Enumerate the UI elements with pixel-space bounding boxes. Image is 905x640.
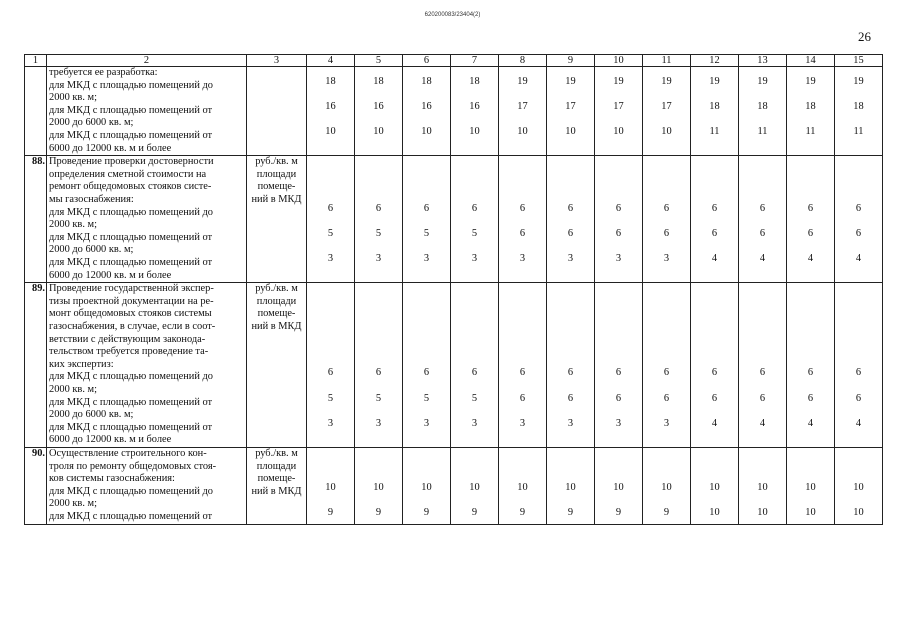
unit-line: руб./кв. м (255, 283, 298, 295)
tariff-value: 10 (661, 481, 672, 493)
item-description (47, 447, 247, 524)
value-cell (691, 283, 739, 448)
value-cell (403, 67, 451, 156)
tariff-value: 6 (663, 227, 670, 239)
value-cell (835, 447, 883, 524)
header-cell: 3 (247, 55, 307, 67)
tariff-value: 10 (517, 126, 528, 137)
value-cell (403, 447, 451, 524)
tariff-value: 10 (805, 506, 816, 518)
tariff-value: 6 (471, 202, 478, 214)
tariff-value: 4 (855, 417, 862, 429)
tariff-value: 9 (471, 506, 478, 518)
description-line: Осуществление строительного кон- (49, 447, 207, 459)
value-cell (547, 283, 595, 448)
tariff-value: 11 (853, 126, 864, 137)
tariff-value: 10 (373, 481, 384, 493)
header-cell: 8 (499, 55, 547, 67)
page-number: 26 (858, 29, 871, 44)
value-cell (307, 156, 355, 283)
tariff-value: 6 (855, 227, 862, 239)
tariff-value: 6 (567, 392, 574, 404)
tariff-value: 17 (613, 100, 624, 112)
tariff-value: 10 (469, 481, 480, 493)
item-number: 88. (25, 156, 47, 283)
tariff-value: 17 (517, 100, 528, 112)
tariff-value: 18 (853, 100, 864, 112)
tariff-value: 10 (757, 481, 768, 493)
header-cell: 2 (47, 55, 247, 67)
tariff-value: 6 (615, 367, 622, 379)
tariff-value: 10 (421, 481, 432, 493)
description-line: для МКД с площадью помещений до (49, 485, 213, 497)
tariff-value: 10 (757, 506, 768, 518)
unit-line: площади (256, 295, 297, 307)
header-cell: 13 (739, 55, 787, 67)
unit-of-measure (247, 447, 307, 524)
tariff-table (24, 54, 883, 525)
description-line: 2000 до 6000 кв. м; (49, 244, 134, 256)
description-line: для МКД с площадью помещений от (49, 104, 213, 116)
tariff-value: 6 (423, 367, 430, 379)
description-line: 6000 до 12000 кв. м и более (49, 269, 172, 281)
value-cell (643, 67, 691, 156)
description-line: для МКД с площадью помещений от (49, 129, 213, 141)
tariff-value: 6 (519, 367, 526, 379)
unit-line: помеще- (257, 181, 296, 193)
tariff-value: 6 (567, 202, 574, 214)
tariff-value: 18 (421, 75, 432, 87)
tariff-value: 3 (567, 252, 574, 264)
tariff-value: 3 (663, 252, 670, 264)
tariff-value: 4 (855, 252, 862, 264)
tariff-value: 6 (711, 392, 718, 404)
unit-line: помеще- (257, 308, 296, 320)
description-line: тельством требуется проведение та- (49, 346, 209, 358)
tariff-value: 5 (375, 392, 382, 404)
tariff-value: 10 (325, 481, 336, 493)
tariff-value: 16 (469, 100, 480, 112)
tariff-value: 5 (327, 392, 334, 404)
tariff-value: 3 (615, 252, 622, 264)
description-line: ветствии с действующим законода- (49, 333, 206, 345)
tariff-value: 6 (711, 227, 718, 239)
tariff-value: 6 (711, 367, 718, 379)
value-cell (787, 67, 835, 156)
tariff-value: 6 (615, 392, 622, 404)
value-cell (499, 447, 547, 524)
value-cell (499, 283, 547, 448)
tariff-value: 6 (471, 367, 478, 379)
value-cell (691, 67, 739, 156)
tariff-value: 6 (519, 392, 526, 404)
tariff-value: 6 (759, 202, 766, 214)
tariff-value: 6 (615, 202, 622, 214)
tariff-value: 10 (613, 481, 624, 493)
tariff-value: 16 (421, 100, 432, 112)
description-line: 2000 до 6000 кв. м; (49, 117, 134, 129)
tariff-value: 6 (855, 367, 862, 379)
tariff-value: 4 (759, 252, 766, 264)
tariff-value: 3 (519, 252, 526, 264)
description-line: для МКД с площадью помещений от (49, 231, 213, 243)
tariff-value: 18 (805, 100, 816, 112)
header-cell: 7 (451, 55, 499, 67)
tariff-value: 6 (759, 367, 766, 379)
tariff-value: 5 (327, 227, 334, 239)
description-line: Проведение государственной экспер- (49, 283, 214, 295)
tariff-value: 5 (471, 227, 478, 239)
description-line: ремонт общедомовых стояков систе- (49, 181, 212, 193)
tariff-value: 9 (423, 506, 430, 518)
value-cell (307, 283, 355, 448)
description-line: для МКД с площадью помещений от (49, 510, 213, 522)
tariff-value: 19 (565, 75, 576, 87)
tariff-value: 10 (517, 481, 528, 493)
tariff-value: 3 (423, 252, 430, 264)
tariff-value: 10 (373, 126, 384, 137)
tariff-value: 6 (567, 227, 574, 239)
description-line: 2000 кв. м; (49, 498, 97, 510)
tariff-value: 10 (421, 126, 432, 137)
tariff-value: 4 (807, 417, 814, 429)
tariff-value: 9 (327, 506, 334, 518)
description-line: Проведение проверки достоверности (49, 156, 214, 168)
tariff-value: 19 (613, 75, 624, 87)
tariff-value: 3 (663, 417, 670, 429)
item-number (25, 67, 47, 156)
value-cell (835, 67, 883, 156)
description-line: 2000 кв. м; (49, 92, 97, 104)
tariff-value: 3 (327, 417, 334, 429)
unit-of-measure (247, 283, 307, 448)
description-line: тизы проектной документации на ре- (49, 295, 214, 307)
header-cell: 6 (403, 55, 451, 67)
description-line: определения сметной стоимости на (49, 168, 207, 180)
tariff-value: 6 (807, 227, 814, 239)
tariff-value: 6 (375, 202, 382, 214)
value-cell (307, 447, 355, 524)
value-cell (739, 283, 787, 448)
value-cell (739, 67, 787, 156)
tariff-value: 17 (661, 100, 672, 112)
value-cell (355, 156, 403, 283)
value-cell (403, 156, 451, 283)
header-cell: 10 (595, 55, 643, 67)
value-cell (451, 67, 499, 156)
description-line: для МКД с площадью помещений от (49, 396, 213, 408)
tariff-value: 4 (759, 417, 766, 429)
value-cell (499, 67, 547, 156)
document-id: 620200083/23404(2) (424, 12, 481, 18)
unit-line: помеще- (257, 473, 296, 485)
description-line: газоснабжения, в случае, если в соот- (49, 320, 216, 332)
value-cell (451, 283, 499, 448)
tariff-value: 6 (663, 367, 670, 379)
tariff-value: 11 (709, 126, 720, 137)
header-cell: 15 (835, 55, 883, 67)
tariff-value: 10 (709, 506, 720, 518)
tariff-value: 3 (567, 417, 574, 429)
tariff-value: 18 (325, 75, 336, 87)
item-number: 89. (25, 283, 47, 448)
description-line: монт общедомовых стояков системы (49, 308, 212, 320)
tariff-value: 18 (373, 75, 384, 87)
tariff-value: 3 (375, 252, 382, 264)
tariff-value: 16 (325, 100, 336, 112)
description-line: ков системы газоснабжения: (49, 473, 175, 485)
tariff-value: 10 (469, 126, 480, 137)
value-cell (451, 156, 499, 283)
value-cell (835, 283, 883, 448)
tariff-value: 19 (853, 75, 864, 87)
value-cell (595, 67, 643, 156)
tariff-value: 6 (759, 227, 766, 239)
tariff-value: 18 (469, 75, 480, 87)
tariff-value: 19 (517, 75, 528, 87)
tariff-value: 6 (807, 367, 814, 379)
tariff-value: 3 (471, 417, 478, 429)
header-cell: 1 (25, 55, 47, 67)
unit-line: площади (256, 168, 297, 180)
value-cell (643, 447, 691, 524)
tariff-value: 10 (709, 481, 720, 493)
tariff-value: 19 (757, 75, 768, 87)
tariff-value: 6 (567, 367, 574, 379)
tariff-value: 5 (423, 227, 430, 239)
tariff-value: 6 (855, 202, 862, 214)
tariff-value: 3 (327, 252, 334, 264)
tariff-value: 6 (519, 227, 526, 239)
value-cell (547, 156, 595, 283)
description-line: требуется ее разработка: (49, 67, 158, 78)
value-cell (595, 156, 643, 283)
tariff-value: 6 (663, 202, 670, 214)
value-cell (307, 67, 355, 156)
tariff-value: 6 (663, 392, 670, 404)
tariff-value: 4 (711, 252, 718, 264)
table-row (25, 156, 883, 283)
unit-line: ний в МКД (251, 193, 302, 205)
table-row (25, 67, 883, 156)
tariff-value: 9 (615, 506, 622, 518)
tariff-value: 11 (757, 126, 768, 137)
value-cell (787, 447, 835, 524)
header-cell: 14 (787, 55, 835, 67)
value-cell (595, 447, 643, 524)
tariff-value: 3 (375, 417, 382, 429)
tariff-value: 18 (757, 100, 768, 112)
tariff-value: 6 (423, 202, 430, 214)
value-cell (643, 156, 691, 283)
tariff-value: 10 (325, 126, 336, 137)
tariff-value: 3 (519, 417, 526, 429)
unit-line: ний в МКД (251, 320, 302, 332)
tariff-value: 17 (565, 100, 576, 112)
tariff-value: 6 (759, 392, 766, 404)
description-line: для МКД с площадью помещений до (49, 79, 213, 91)
value-cell (691, 447, 739, 524)
tariff-value: 6 (327, 367, 334, 379)
tariff-value: 10 (805, 481, 816, 493)
tariff-value: 16 (373, 100, 384, 112)
tariff-value: 10 (613, 126, 624, 137)
table-row (25, 447, 883, 524)
item-description (47, 67, 247, 156)
tariff-value: 10 (565, 481, 576, 493)
item-description (47, 283, 247, 448)
tariff-value: 6 (327, 202, 334, 214)
value-cell (547, 447, 595, 524)
tariff-value: 5 (471, 392, 478, 404)
unit-line: ний в МКД (251, 485, 302, 497)
tariff-value: 10 (853, 506, 864, 518)
tariff-value: 3 (423, 417, 430, 429)
tariff-value: 6 (711, 202, 718, 214)
value-cell (739, 447, 787, 524)
value-cell (547, 67, 595, 156)
value-cell (355, 283, 403, 448)
value-cell (403, 283, 451, 448)
tariff-value: 10 (661, 126, 672, 137)
description-line: для МКД с площадью помещений до (49, 206, 213, 218)
tariff-value: 9 (375, 506, 382, 518)
tariff-value: 3 (615, 417, 622, 429)
value-cell (643, 283, 691, 448)
tariff-value: 6 (855, 392, 862, 404)
tariff-value: 9 (663, 506, 670, 518)
header-cell: 4 (307, 55, 355, 67)
tariff-value: 5 (423, 392, 430, 404)
tariff-value: 9 (567, 506, 574, 518)
description-line: 6000 до 12000 кв. м и более (49, 142, 172, 154)
value-cell (451, 447, 499, 524)
description-line: троля по ремонту общедомовых стоя- (49, 460, 217, 472)
header-cell: 9 (547, 55, 595, 67)
value-cell (595, 283, 643, 448)
description-line: для МКД с площадью помещений от (49, 421, 213, 433)
header-cell: 11 (643, 55, 691, 67)
value-cell (835, 156, 883, 283)
tariff-value: 6 (615, 227, 622, 239)
tariff-value: 11 (805, 126, 816, 137)
description-line: 6000 до 12000 кв. м и более (49, 434, 172, 446)
description-line: 2000 кв. м; (49, 219, 97, 231)
header-cell: 12 (691, 55, 739, 67)
tariff-value: 5 (375, 227, 382, 239)
description-line: для МКД с площадью помещений до (49, 371, 213, 383)
value-cell (355, 67, 403, 156)
tariff-value: 6 (807, 202, 814, 214)
tariff-value: 6 (519, 202, 526, 214)
description-line: для МКД с площадью помещений от (49, 256, 213, 268)
item-number: 90. (25, 447, 47, 524)
value-cell (355, 447, 403, 524)
description-line: мы газоснабжения: (49, 193, 134, 205)
header-row (25, 55, 883, 67)
value-cell (499, 156, 547, 283)
unit-of-measure (247, 156, 307, 283)
tariff-value: 10 (853, 481, 864, 493)
unit-line: площади (256, 460, 297, 472)
tariff-value: 4 (711, 417, 718, 429)
tariff-value: 19 (709, 75, 720, 87)
item-description (47, 156, 247, 283)
unit-of-measure (247, 67, 307, 156)
unit-line: руб./кв. м (255, 447, 298, 459)
value-cell (787, 283, 835, 448)
value-cell (739, 156, 787, 283)
tariff-value: 3 (471, 252, 478, 264)
value-cell (787, 156, 835, 283)
tariff-value: 6 (807, 392, 814, 404)
tariff-value: 6 (375, 367, 382, 379)
table-row (25, 283, 883, 448)
unit-line: руб./кв. м (255, 156, 298, 168)
tariff-value: 4 (807, 252, 814, 264)
description-line: 2000 до 6000 кв. м; (49, 409, 134, 421)
description-line: ких экспертиз: (49, 358, 114, 370)
tariff-value: 18 (709, 100, 720, 112)
description-line: 2000 кв. м; (49, 383, 97, 395)
value-cell (691, 156, 739, 283)
tariff-value: 10 (565, 126, 576, 137)
tariff-value: 9 (519, 506, 526, 518)
tariff-value: 19 (805, 75, 816, 87)
header-cell: 5 (355, 55, 403, 67)
tariff-value: 19 (661, 75, 672, 87)
